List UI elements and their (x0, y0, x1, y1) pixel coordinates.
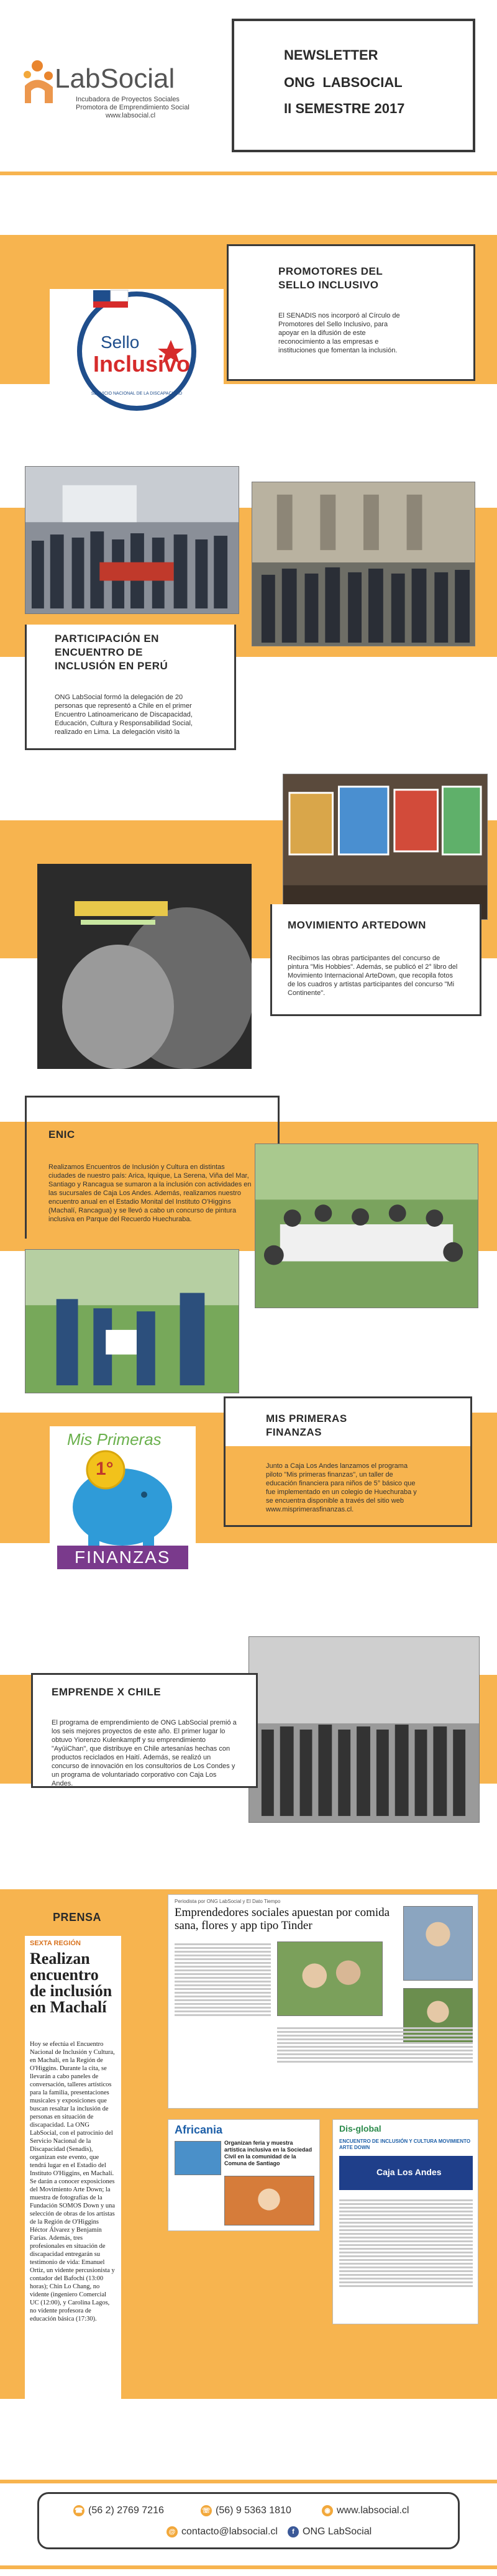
clip1-headline: Emprendedores sociales apuestan por comida sana, flores y app tipo Tinder (175, 1906, 390, 1932)
peru-text-box (25, 625, 236, 750)
logo-url: www.labsocial.cl (106, 112, 156, 119)
newsletter-line-2: ONG LABSOCIAL (284, 75, 403, 90)
footer-box (37, 2492, 460, 2549)
artedown-book-photo-icon (37, 864, 252, 1069)
clip3-source: Dis-global (339, 2124, 381, 2134)
clip1-kicker: Periodista por ONG LabSocial y El Dato Tiempo (175, 1899, 281, 1904)
artedown-title: MOVIMIENTO ARTEDOWN (288, 919, 426, 931)
facebook-icon: f (288, 2526, 299, 2537)
phone-icon: ☎ (73, 2505, 84, 2516)
logo-subtitle-2: Promotora de Emprendimiento Social (76, 104, 189, 111)
footer-bottom-divider (0, 2565, 497, 2569)
finanzas-logo-top: Mis Primeras (67, 1430, 162, 1449)
peru-photo-group-indoor (25, 466, 239, 614)
footer-web[interactable]: ◉ www.labsocial.cl (322, 2505, 409, 2516)
artedown-text-box (270, 904, 481, 1016)
prensa-article: Hoy se efectúa el Encuentro Nacional de Inclusión y Cultura, en Machalí, en la Región de O'Higgins. Durante la cita, se llevarán a cabo paneles de conversación, talleres artísticos para la familia, presentaciones musicales y exposiciones que buscan resaltar la inclusión de personas en situación de discapacidad. La ONG LabSocial, con el patrocinio del Servicio Nacional de la Discapacidad (Senadis), organizan este evento, que tendrá lugar en el Estadio del Instituto O'Higgins, en Machalí. Se darán a conocer exposiciones del Movimiento Arte Down; la muestra de fotografías de la Fundación SOMOS Down y una selección de obras de los artistas de la Región de O'Higgins Héctor Álvarez y Benjamín Farías. Además, tres profesionales en situación de discapacidad entregarán su testimonio de vida: Emanuel Ortiz, un vidente percusionista y contador del Bafochi (13:00 horas); Chin Lo Chang, no vidente (ingeniero Comercial UC (12:00), y Carolina Lagos, no vidente profesora de educación básica (17:30). (30, 2041, 116, 2322)
sello-body: El SENADIS nos incorporó al Círculo de Promotores del Sello Inclusivo, para apoyar en la difusión de este reconocimiento a las empresas e instituciones que fomentan la inclusión. (278, 312, 400, 354)
sello-badge-main: Inclusivo (93, 351, 191, 377)
prensa-label-box (25, 1905, 121, 1930)
enic-text-box (25, 1096, 280, 1239)
prensa-kicker: SEXTA REGIÓN (30, 1940, 81, 1947)
artedown-photo-paintings (283, 774, 488, 920)
email-icon: @ (166, 2526, 178, 2537)
finanzas-body: Junto a Caja Los Andes lanzamos el programa piloto "Mis primeras finanzas", un taller de educación financiera para niños de 5° básico que fue implementado en un colegio de Huechuraba y se encuentra disponible a través del sitio web www.misprimerasfinanzas.cl. (266, 1462, 417, 1513)
logo-name: LabSocial (55, 63, 175, 94)
sello-badge-footer: SERVICIO NACIONAL DE LA DISCAPACIDAD (91, 392, 183, 396)
footer-email[interactable]: @ contacto@labsocial.cl (166, 2526, 278, 2537)
finanzas-body-box (224, 1446, 472, 1527)
mobile-phone-icon: ☏ (201, 2505, 212, 2516)
web-icon: ◉ (322, 2505, 333, 2516)
emprende-text-box (31, 1673, 258, 1788)
finanzas-coin-label: 1° (96, 1459, 114, 1479)
clip1-text-columns (175, 1941, 271, 2103)
clip1-photo-2 (403, 1906, 473, 1981)
finanzas-logo-bottom: FINANZAS (75, 1547, 171, 1567)
emprende-title: EMPRENDE X CHILE (52, 1686, 162, 1698)
enic-body: Realizamos Encuentros de Inclusión y Cultura en distintas ciudades de nuestro país: Arica, Iquique, La Serena, Viña del Mar, Santiago y Rancagua se sumaron a la inclusión con actividades en las sucursales de Caja Los Andes. Además, realizamos nuestro encuentro anual en el Estadio Monital del Instituto O'Higgins (Machalí, Rancagua) y se llevó a cabo un concurso de pintura inclusiva en Parque del Recuerdo Huechuraba. (48, 1163, 252, 1223)
footer-facebook[interactable]: f ONG LabSocial (288, 2526, 372, 2537)
artedown-body: Recibimos las obras participantes del concurso de pintura "Mis Hobbies". Además, se publicó el 2° libro del Movimiento Internacional ArteDown, que recopila fotos de los cuadros y artistas participantes del concurso "Mi Continente". (288, 955, 458, 997)
footer-top-divider (0, 2480, 497, 2483)
clip2-photo (175, 2141, 221, 2175)
clip3-text (339, 2198, 473, 2322)
peru-title: PARTICIPACIÓN EN ENCUENTRO DE INCLUSIÓN EN PERÚ (55, 633, 168, 672)
sello-badge-top: Sello (101, 332, 140, 352)
sello-text-box (227, 244, 475, 381)
prensa-label: PRENSA (53, 1911, 102, 1923)
header-logo (19, 55, 224, 117)
clip3-banner-box (339, 2156, 473, 2190)
enic-photo-outdoor-group (25, 1249, 239, 1393)
peru-photo-group-outdoor (252, 482, 475, 646)
clip2-source: Africania (175, 2124, 223, 2136)
footer-phone-2[interactable]: ☏ (56) 9 5363 1810 (201, 2505, 291, 2516)
clip3-banner: Caja Los Andes (376, 2167, 442, 2177)
finanzas-logo-frame (50, 1426, 196, 1575)
sello-title: PROMOTORES DEL SELLO INCLUSIVO (278, 265, 383, 291)
clip1-text-columns-2 (277, 2025, 473, 2103)
prensa-clipping-3 (332, 2119, 478, 2324)
clip2-photo-2 (224, 2176, 314, 2225)
enic-photo-painting-table (255, 1144, 478, 1308)
artedown-book-cover (37, 864, 252, 1069)
peru-body: ONG LabSocial formó la delegación de 20 personas que representó a Chile en el primer Encuentro Latinoamericano de Discapacidad, Educación, Cultura y Responsabilidad Social, realizado en Lima. La delegación visitó la (55, 694, 193, 736)
header-divider (0, 172, 497, 175)
newsletter-line-3: II SEMESTRE 2017 (284, 101, 405, 116)
logo-subtitle-1: Incubadora de Proyectos Sociales (76, 96, 180, 103)
enic-title: ENIC (48, 1129, 75, 1140)
emprende-body: El programa de emprendimiento de ONG LabSocial premió a los seis mejores proyectos de este año. El primer lugar lo obtuvo Yiorenzo Kulenkampff y su emprendimiento "AyūiChan", que distribuye en Chile artesanías hechas con productos reciclados en Haití. Además, se realizó un concurso de innovación en los consultorios de Los Condes y un programa de voluntariado corporativo con Caja Los Andes. (52, 1719, 237, 1787)
sello-badge-frame (50, 289, 224, 426)
clip1-photo-1 (277, 1941, 383, 2016)
prensa-clipping-2 (168, 2119, 320, 2231)
prensa-headline: Realizan encuentro de inclusión en Machalí (30, 1950, 112, 2016)
clip3-headline: ENCUENTRO DE INCLUSIÓN Y CULTURA MOVIMIENTO ARTE DOWN (339, 2138, 471, 2150)
prensa-main-clipping (25, 1936, 121, 2408)
finanzas-title-box (224, 1396, 472, 1446)
clip2-headline: Organizan feria y muestra artística inclusiva en la Sociedad Civil en la comunidad de la Comuna de Santiago (224, 2140, 312, 2166)
footer-phone-1[interactable]: ☎ (56 2) 2769 7216 (73, 2505, 164, 2516)
newsletter-line-1: NEWSLETTER (284, 47, 378, 63)
prensa-clipping-1 (168, 1894, 478, 2109)
emprende-photo-group (248, 1636, 480, 1823)
newsletter-title-box (232, 19, 475, 152)
finanzas-title: MIS PRIMERAS FINANZAS (266, 1413, 347, 1438)
